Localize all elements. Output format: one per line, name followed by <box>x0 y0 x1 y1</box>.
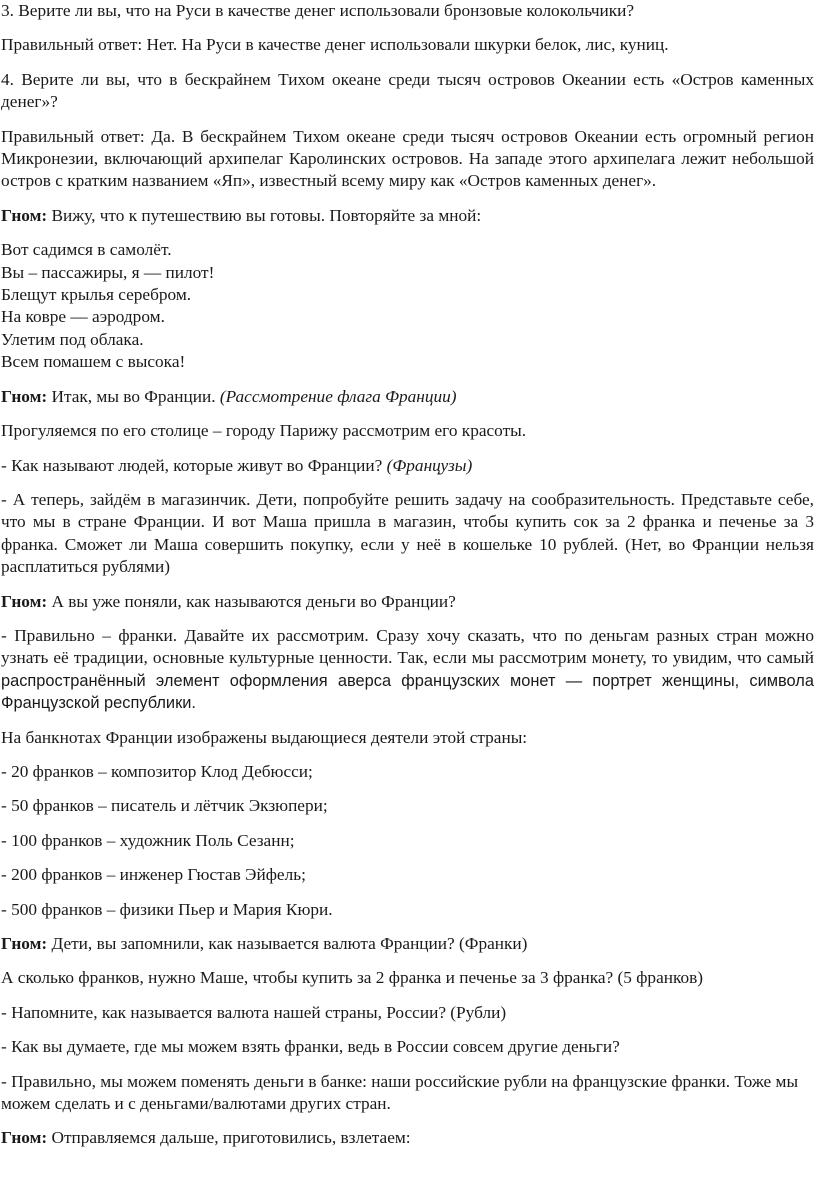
banknote-item: - 20 франков – композитор Клод Дебюсси; <box>1 761 313 781</box>
people-question-text: - Как называют людей, которые живут во Франции? <box>1 455 387 475</box>
shop-task-paragraph: - А теперь, зайдём в магазинчик. Дети, попробуйте решить задачу на сообразительность. Представьте себе, что мы в стране Франции. И вот Маша пришла в магазин, чтобы купить сок за 2 франка и печенье за 3 франка. Сможет ли Маша совершить покупку, если у неё в кошельке 10 рублей. (Нет, во Франции нельзя расплатиться рублями) <box>1 489 814 577</box>
gnome-line-1-text: Вижу, что к путешествию вы готовы. Повторяйте за мной: <box>47 205 482 225</box>
gnome-line-2-text: Итак, мы во Франции. <box>47 386 220 406</box>
gnome-line-2 <box>1 386 814 408</box>
speaker-label: Гном: <box>1 205 48 225</box>
russia-currency-question: - Напомните, как называется валюта нашей страны, России? (Рубли) <box>1 1002 507 1022</box>
answer-3: Правильный ответ: Нет. На Руси в качестве денег использовали шкурки белок, лис, куниц. <box>1 35 669 55</box>
people-answer: (Французы) <box>386 455 473 475</box>
question-4: 4. Верите ли вы, что в бескрайнем Тихом океане среди тысяч островов Океании есть «Остров каменных денег»? <box>1 69 814 112</box>
poem-line: На ковре — аэродром. <box>1 307 165 327</box>
poem-line: Улетим под облака. <box>1 329 144 349</box>
speaker-label: Гном: <box>1 591 48 611</box>
banknote-item: - 500 франков – физики Пьер и Мария Кюри. <box>1 899 333 919</box>
stage-note: (Рассмотрение флага Франции) <box>219 386 457 406</box>
banknotes-intro: На банкнотах Франции изображены выдающиеся деятели этой страны: <box>1 727 528 747</box>
gnome-line-5-text: Отправляемся дальше, приготовились, взлетаем: <box>47 1128 411 1148</box>
people-question <box>1 455 814 477</box>
speaker-label: Гном: <box>1 386 48 406</box>
banknote-item: - 50 франков – писатель и лётчик Экзюпери; <box>1 796 328 816</box>
francs-highlight: распространённый элемент оформления аверса французских монет — портрет женщины, символа Французской республики. <box>1 671 814 713</box>
francs-text: - Правильно – франки. Давайте их рассмотрим. Сразу хочу сказать, что по деньгам разных стран можно узнать её традиции, основные культурные ценности. Так, если мы рассмотрим монету, то увидим, что самый <box>1 625 814 668</box>
gnome-line-1 <box>1 205 814 227</box>
gnome-line-4-text: Дети, вы запомнили, как называется валюта Франции? (Франки) <box>47 934 528 953</box>
poem-line: Вот садимся в самолёт. <box>1 240 172 260</box>
francs-paragraph <box>1 625 814 715</box>
gnome-line-5 <box>1 1127 814 1149</box>
question-3: 3. Верите ли вы, что на Руси в качестве денег использовали бронзовые колокольчики? <box>1 1 635 20</box>
poem <box>1 239 814 373</box>
poem-line: Вы – пассажиры, я — пилот! <box>1 262 215 282</box>
how-many-question: А сколько франков, нужно Маше, чтобы купить за 2 франка и печенье за 3 франка? (5 франков) <box>1 968 704 988</box>
where-question: - Как вы думаете, где мы можем взять франки, ведь в России совсем другие деньги? <box>1 1037 620 1057</box>
gnome-line-3-text: А вы уже поняли, как называются деньги во Франции? <box>47 591 456 611</box>
banknote-item: - 100 франков – художник Поль Сезанн; <box>1 830 295 850</box>
poem-line: Блещут крылья серебром. <box>1 285 192 305</box>
poem-line: Всем помашем с высока! <box>1 352 186 372</box>
speaker-label: Гном: <box>1 1128 48 1148</box>
walk-paragraph: Прогуляемся по его столице – городу Парижу рассмотрим его красоты. <box>1 421 527 441</box>
banknote-item: - 200 франков – инженер Гюстав Эйфель; <box>1 865 306 885</box>
gnome-line-3 <box>1 591 814 613</box>
answer-4: Правильный ответ: Да. В бескрайнем Тихом океане среди тысяч островов Океании есть огромный регион Микронезии, включающий архипелаг Каролинских островов. На западе этого архипелага лежит небольшой остров с кратким названием «Яп», известный всему миру как «Остров каменных денег». <box>1 126 814 191</box>
gnome-line-4 <box>1 933 814 955</box>
speaker-label: Гном: <box>1 934 48 953</box>
bank-paragraph: - Правильно, мы можем поменять деньги в банке: наши российские рубли на французские франки. Тоже мы можем сделать и с деньгами/валютами других стран. <box>1 1071 799 1114</box>
